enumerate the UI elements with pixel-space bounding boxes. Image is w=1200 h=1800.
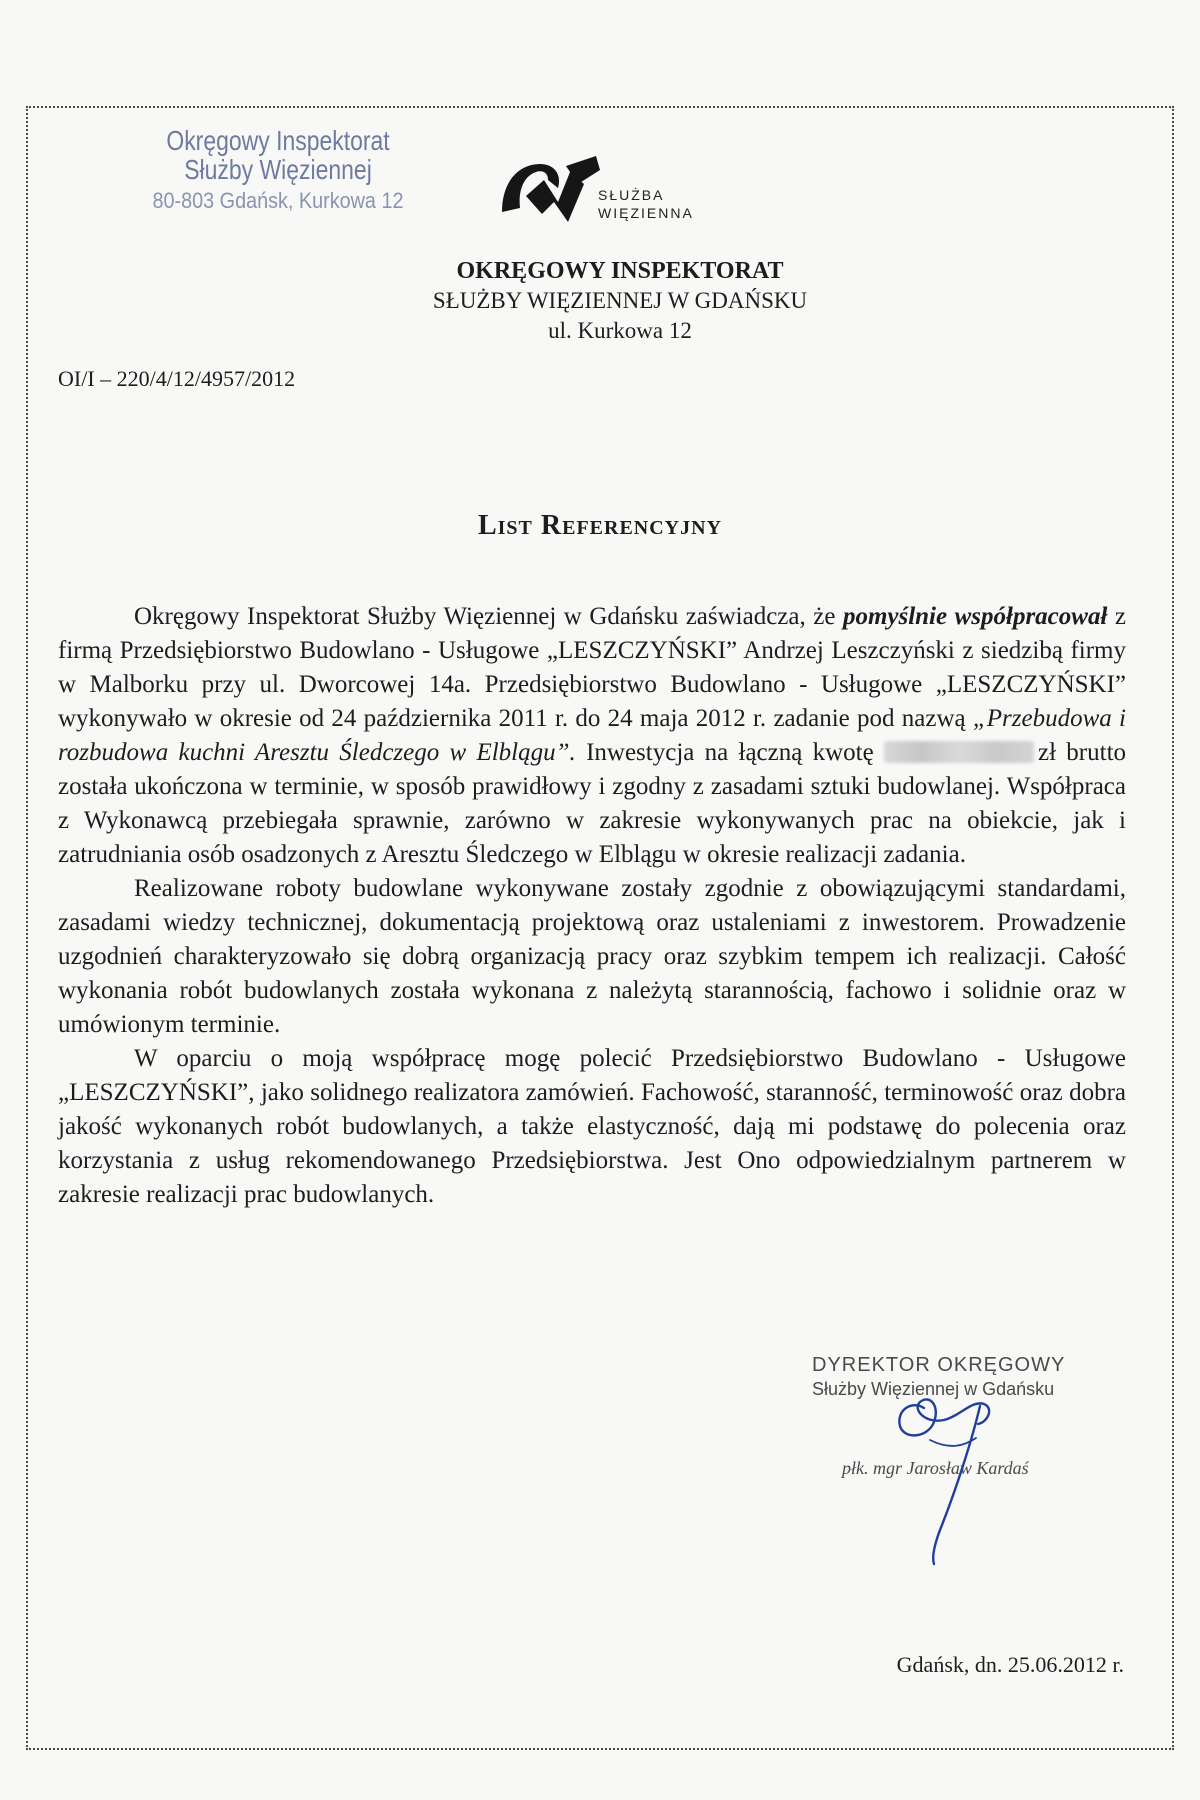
letterhead xyxy=(360,256,880,346)
letterhead-title: OKRĘGOWY INSPEKTORAT xyxy=(456,258,784,284)
date-line: Gdańsk, dn. 25.06.2012 r. xyxy=(896,1652,1124,1677)
paragraph-1-emphasis-1: pomyślnie współpracował xyxy=(842,603,1108,630)
paragraph-1 xyxy=(58,600,1126,872)
logo-text-line-2: WIĘZIENNA xyxy=(598,205,694,221)
signature-stamp-line-1: DYREKTOR OKRĘGOWY xyxy=(812,1354,1066,1376)
paragraph-1-part-1: Okręgowy Inspektorat Służby Więziennej w Gdańsku zaświadcza, że xyxy=(134,603,843,630)
stamp-line-1: Okręgowy Inspektorat xyxy=(166,125,390,156)
reference-number: OI/I – 220/4/12/4957/2012 xyxy=(58,366,296,391)
paragraph-1-part-4: zł brutto została ukończona w terminie, w sposób prawidłowy i zgodny z zasadami sztuki budowlanej. Współpraca z Wykonawcą przebiegała sprawnie, zarówno w zakresie wykonywanych prac na obiekcie, jak i zatrudniania osób osadzonych z Aresztu Śledczego w Elblągu w okresie realizacji zadania. xyxy=(58,739,1127,868)
letterhead-subtitle: SŁUŻBY WIĘZIENNEJ W GDAŃSKU xyxy=(432,288,808,313)
letterhead-address: ul. Kurkowa 12 xyxy=(548,318,692,343)
handwritten-signature xyxy=(860,1380,1060,1580)
logo-text-line-1: SŁUŻBA xyxy=(598,187,665,203)
paragraph-2: Realizowane roboty budowlane wykonywane zostały zgodnie z obowiązującymi standardami, zasadami wiedzy technicznej, dokumentacją projektową oraz ustaleniami z inwestorem. Prowadzenie uzgodnień charakteryzowało się dobrą organizacją pracy oraz szybkim tempem ich realizacji. Całość wykonania robót budowlanych została wykonana z należytą starannością, fachowo i solidnie oraz w umówionym terminie. xyxy=(58,875,1126,1038)
logo-text xyxy=(598,186,694,222)
signature-stamp-line-3: płk. mgr Jarosław Kardaś xyxy=(842,1458,1029,1478)
letter-body xyxy=(58,600,1126,1212)
office-stamp xyxy=(118,126,438,212)
signature-stamp-line-2: Służby Więziennej w Gdańsku xyxy=(812,1379,1055,1399)
paragraph-1-emphasis-2: „Przebudowa i rozbudowa kuchni Aresztu Śledczego w Elblągu”. xyxy=(58,705,1126,766)
stamp-line-3: 80-803 Gdańsk, Kurkowa 12 xyxy=(152,187,404,213)
paragraph-1-part-3: Inwestycja na łączną kwotę xyxy=(575,739,884,766)
sluzba-wiezienna-logo-icon xyxy=(496,150,606,230)
stamp-line-2: Służby Więziennej xyxy=(184,154,372,186)
paragraph-1-part-2: z firmą Przedsiębiorstwo Budowlano - Usługowe „LESZCZYŃSKI” Andrzej Leszczyński z siedzibą firmy w Malborku przy ul. Dworcowej 14a. Przedsiębiorstwo Budowlano - Usługowe „LESZCZYŃSKI” wykonywało w okresie od 24 października 2011 r. do 24 maja 2012 r. zadanie pod nazwą xyxy=(58,603,1126,732)
paragraph-3: W oparciu o moją współpracę mogę polecić Przedsiębiorstwo Budowlano - Usługowe „LESZCZYŃSKI”, jako solidnego realizatora zamówień. Fachowość, staranność, terminowość oraz dobra jakość wykonanych robót budowlanych, a także elastyczność, dają mi podstawę do polecenia oraz korzystania z usług rekomendowanego Przedsiębiorstwa. Jest Ono odpowiedzialnym partnerem w zakresie realizacji prac budowlanych. xyxy=(58,1045,1126,1208)
document-title: List Referencyjny xyxy=(477,510,723,541)
redacted-amount xyxy=(884,741,1034,763)
